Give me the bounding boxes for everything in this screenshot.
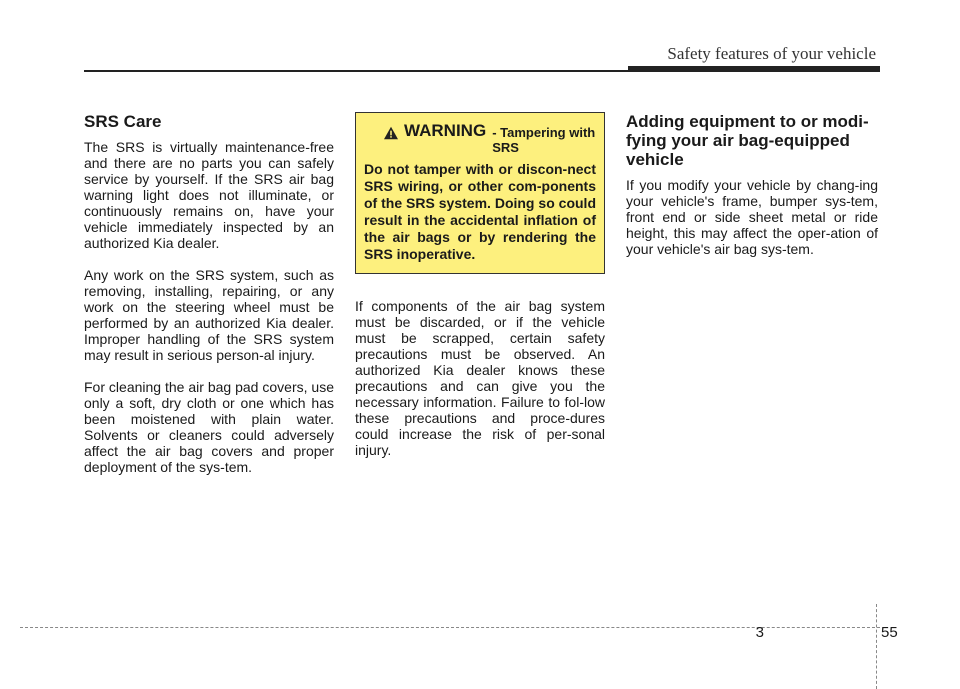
section-title: Safety features of your vehicle (667, 44, 876, 63)
srs-care-heading: SRS Care (84, 112, 162, 131)
paragraph: If components of the air bag system must be discarded, or if the vehicle must be scrapped, certain safety precautions must be observed. An authorized Kia dealer knows these precautions and can give you the necessary information. Failure to fol-low these precautions and proce-dures could increase the risk of per-sonal injury. (355, 298, 605, 458)
paragraph: Any work on the SRS system, such as removing, installing, repairing, or any work on the steering wheel must be performed by an authorized Kia dealer. Improper handling of the SRS system may result in serious person-al injury. (84, 267, 334, 363)
column-left (84, 112, 334, 491)
header-rule-accent (628, 66, 880, 72)
warning-label: WARNING (404, 121, 487, 140)
footer-rule (20, 627, 880, 628)
column-middle (355, 112, 605, 474)
warning-header (364, 123, 596, 155)
chapter-number: 3 (755, 624, 764, 641)
warning-text: Do not tamper with or discon-nect SRS wiring, or other com-ponents of the SRS system. Doing so could result in the accidental inflation of the air bags or by rendering the SRS inoperative. (364, 161, 596, 262)
paragraph: For cleaning the air bag pad covers, use only a soft, dry cloth or one which has been moistened with plain water. Solvents or cleaners could adversely affect the air bag covers and proper deployment of the sys-tem. (84, 379, 334, 475)
warning-subtitle: - Tampering with SRS (492, 125, 596, 155)
warning-box (355, 112, 605, 274)
adding-equipment-heading: Adding equipment to or modi-fying your air bag-equipped vehicle (626, 112, 869, 169)
footer-divider (876, 604, 877, 689)
page-number-value: 55 (881, 624, 898, 641)
paragraph: If you modify your vehicle by chang-ing your vehicle's frame, bumper sys-tem, front end or side sheet metal or ride height, this may affect the oper-ation of your vehicle's air bag sys-tem. (626, 177, 878, 257)
column-right (626, 112, 878, 273)
paragraph: The SRS is virtually maintenance-free and there are no parts you can safely service by yourself. If the SRS air bag warning light does not illuminate, or continuously remains on, have your vehicle immediately inspected by an authorized Kia dealer. (84, 139, 334, 251)
warning-triangle-icon (384, 125, 398, 141)
